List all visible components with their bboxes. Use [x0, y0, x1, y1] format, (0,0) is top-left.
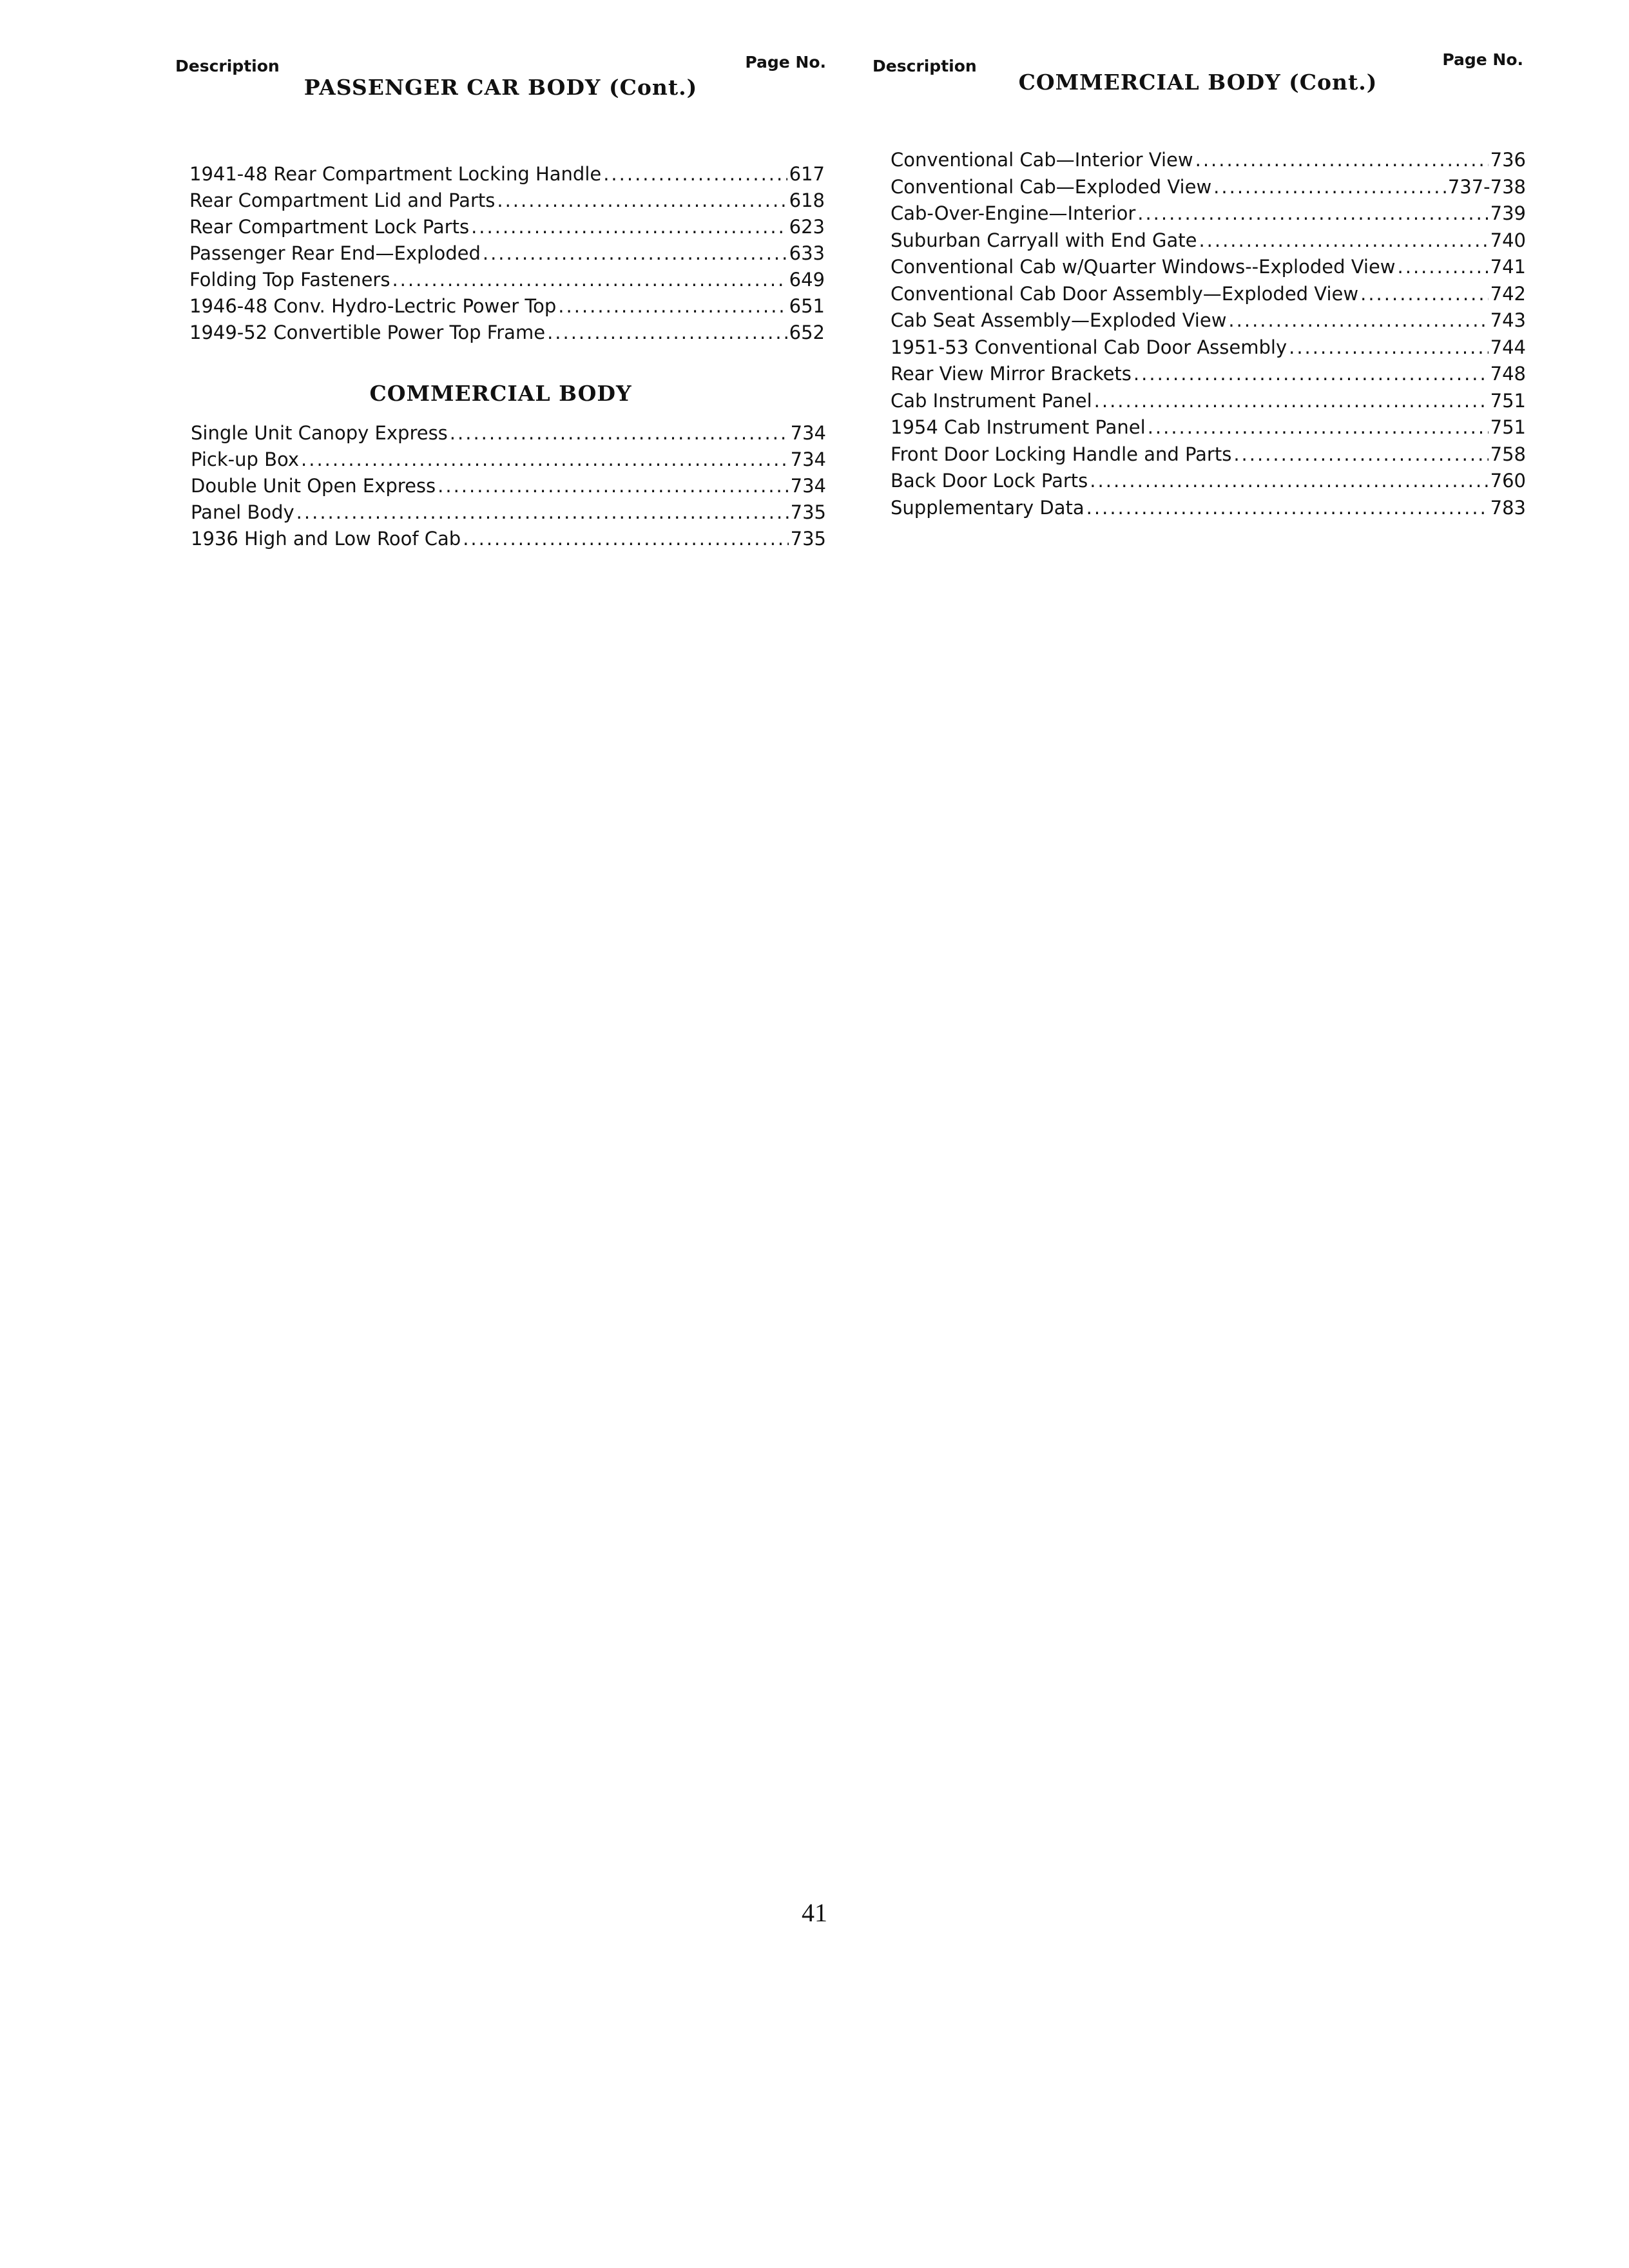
- entry-page-number: 739: [1490, 202, 1526, 224]
- dot-leader: [1233, 441, 1488, 468]
- section-title-commercial-body: COMMERCIAL BODY: [369, 381, 632, 406]
- entry-page-number: 737-738: [1447, 175, 1526, 198]
- entry-page-number: 617: [789, 163, 825, 185]
- dot-leader: [471, 214, 787, 240]
- entry-description: Rear Compartment Lock Parts: [189, 216, 470, 238]
- dot-leader: [1094, 388, 1489, 415]
- dot-leader: [1195, 147, 1489, 174]
- index-entry: [891, 468, 1526, 495]
- entry-description: Conventional Cab Door Assembly—Exploded View: [891, 282, 1359, 305]
- index-entry: [189, 214, 825, 240]
- index-entry: [191, 526, 826, 552]
- dot-leader: [1090, 468, 1488, 495]
- section-title-passenger-car-body: PASSENGER CAR BODY (Cont.): [304, 75, 698, 100]
- left-column-header: [175, 50, 826, 76]
- entry-page-number: 760: [1490, 470, 1526, 492]
- entry-page-number: 744: [1490, 336, 1526, 358]
- index-entry: [891, 441, 1526, 468]
- entry-description: 1954 Cab Instrument Panel: [891, 416, 1146, 438]
- index-entry: [189, 320, 825, 346]
- dot-leader: [1213, 174, 1446, 201]
- index-entry: [191, 473, 826, 499]
- entry-page-number: 741: [1490, 256, 1526, 278]
- entry-page-number: 651: [789, 295, 825, 317]
- dot-leader: [558, 293, 787, 320]
- index-entry: [891, 495, 1526, 522]
- dot-leader: [1228, 307, 1488, 334]
- entry-description: Conventional Cab—Exploded View: [891, 175, 1212, 198]
- dot-leader: [1148, 414, 1489, 441]
- entry-page-number: 623: [789, 216, 825, 238]
- index-entry: [891, 388, 1526, 415]
- entry-page-number: 652: [789, 322, 825, 343]
- commercial-body-cont-entries: [872, 147, 1526, 521]
- description-label: Description: [175, 57, 280, 75]
- entry-page-number: 734: [790, 448, 826, 470]
- index-entry: [189, 187, 825, 214]
- entry-description: Front Door Locking Handle and Parts: [891, 443, 1232, 465]
- entry-description: Back Door Lock Parts: [891, 470, 1088, 492]
- description-label: Description: [872, 57, 977, 75]
- entry-description: Passenger Rear End—Exploded: [189, 242, 481, 264]
- entry-description: Conventional Cab—Interior View: [891, 149, 1193, 171]
- entry-description: Panel Body: [191, 501, 294, 523]
- left-column: [175, 50, 826, 552]
- entry-description: Cab-Over-Engine—Interior: [891, 202, 1136, 224]
- entry-page-number: 758: [1490, 443, 1526, 465]
- entry-page-number: 735: [790, 501, 826, 523]
- entry-page-number: 742: [1490, 282, 1526, 305]
- entry-page-number: 735: [790, 528, 826, 550]
- index-entry: [189, 293, 825, 320]
- index-entry: [891, 227, 1526, 255]
- entry-page-number: 740: [1490, 229, 1526, 251]
- entry-description: Suburban Carryall with End Gate: [891, 229, 1197, 251]
- index-entry: [891, 414, 1526, 441]
- entry-description: Double Unit Open Express: [191, 475, 436, 497]
- dot-leader: [1133, 361, 1489, 388]
- entry-page-number: 751: [1490, 389, 1526, 412]
- dot-leader: [1289, 334, 1489, 361]
- index-entry: [189, 267, 825, 293]
- dot-leader: [438, 473, 788, 499]
- dot-leader: [392, 267, 787, 293]
- entry-description: Rear Compartment Lid and Parts: [189, 189, 496, 211]
- entry-page-number: 748: [1490, 363, 1526, 385]
- entry-description: 1951-53 Conventional Cab Door Assembly: [891, 336, 1287, 358]
- entry-description: Rear View Mirror Brackets: [891, 363, 1132, 385]
- dot-leader: [1137, 200, 1488, 227]
- entry-page-number: 751: [1490, 416, 1526, 438]
- dot-leader: [483, 240, 787, 267]
- entry-description: 1946-48 Conv. Hydro-Lectric Power Top: [189, 295, 557, 317]
- index-entry: [189, 161, 825, 187]
- entry-description: Cab Instrument Panel: [891, 389, 1092, 412]
- index-entry: [891, 254, 1526, 281]
- right-column: [872, 50, 1526, 521]
- page-number-label: Page No.: [1442, 50, 1523, 69]
- entry-description: Cab Seat Assembly—Exploded View: [891, 309, 1227, 331]
- entry-description: Pick-up Box: [191, 448, 300, 470]
- index-entry: [891, 281, 1526, 308]
- dot-leader: [1398, 254, 1489, 281]
- entry-page-number: 649: [789, 269, 825, 291]
- entry-description: 1936 High and Low Roof Cab: [191, 528, 461, 550]
- entry-page-number: 633: [789, 242, 825, 264]
- dot-leader: [1199, 227, 1488, 255]
- entry-page-number: 743: [1490, 309, 1526, 331]
- dot-leader: [497, 187, 787, 214]
- dot-leader: [301, 447, 789, 473]
- index-entry: [891, 174, 1526, 201]
- dot-leader: [296, 499, 789, 526]
- section-title-commercial-body-cont: COMMERCIAL BODY (Cont.): [1018, 70, 1378, 95]
- dot-leader: [1086, 495, 1489, 522]
- index-entry: [189, 240, 825, 267]
- index-entry: [891, 147, 1526, 174]
- entry-description: Conventional Cab w/Quarter Windows--Exploded View: [891, 256, 1396, 278]
- dot-leader: [1360, 281, 1489, 308]
- index-entry: [891, 200, 1526, 227]
- entry-description: Supplementary Data: [891, 496, 1084, 519]
- dot-leader: [547, 320, 787, 346]
- index-entry: [191, 447, 826, 473]
- entry-page-number: 736: [1490, 149, 1526, 171]
- index-entry: [191, 499, 826, 526]
- dot-leader: [603, 161, 787, 187]
- entry-page-number: 734: [790, 475, 826, 497]
- entry-description: Folding Top Fasteners: [189, 269, 390, 291]
- index-entry: [891, 361, 1526, 388]
- page-number-label: Page No.: [745, 53, 826, 72]
- commercial-body-entries: [175, 420, 826, 552]
- dot-leader: [450, 420, 789, 447]
- entry-description: 1941-48 Rear Compartment Locking Handle: [189, 163, 602, 185]
- entry-page-number: 618: [789, 189, 825, 211]
- entry-page-number: 783: [1490, 496, 1526, 519]
- entry-page-number: 734: [790, 422, 826, 444]
- page-number: 41: [802, 1898, 827, 1927]
- dot-leader: [463, 526, 788, 552]
- index-entry: [891, 307, 1526, 334]
- entry-description: Single Unit Canopy Express: [191, 422, 448, 444]
- index-entry: [891, 334, 1526, 361]
- passenger-car-body-entries: [175, 161, 825, 346]
- entry-description: 1949-52 Convertible Power Top Frame: [189, 322, 546, 343]
- index-entry: [191, 420, 826, 447]
